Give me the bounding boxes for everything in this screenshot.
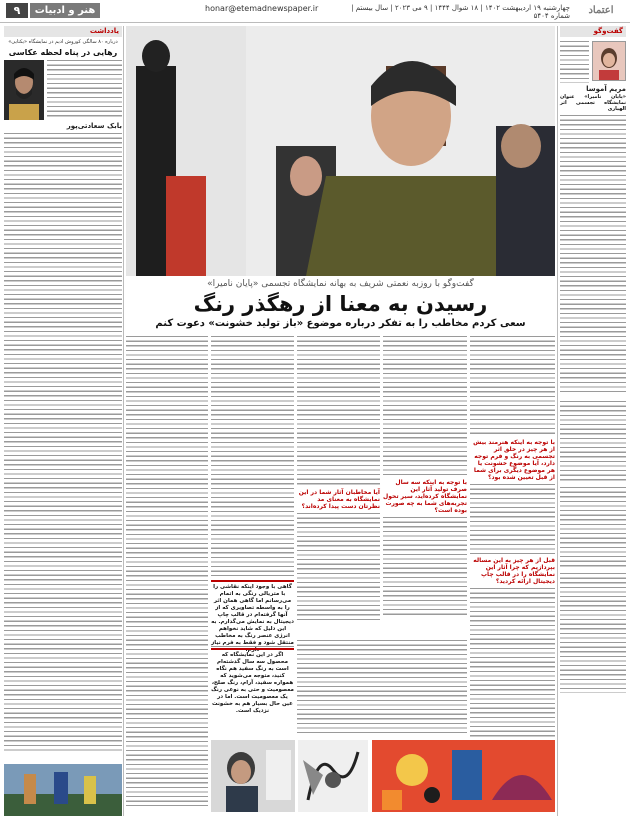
page-number: ۹: [6, 3, 28, 18]
pull-quote-1: گاهی با وجود اینکه نقاشی را با متریالی رنگی به اتمام می‌رسانم اما گاهی همان اثر را به واسطه تصاویری که از آنها گرفته‌ام در قالب چاپ دیجیتال به نمایش می‌گذارم. به این دلیل که شاید نخواهم انرژی عنصر رنگ به مخاطب منتقل شود و فقط به فرم نیاز دارم.: [211, 580, 294, 647]
main-photo-image: [126, 26, 555, 276]
dateline: چهارشنبه ۱۹ اردیبهشت ۱۴۰۲ | ۱۸ شوال ۱۴۴۴ | ۹ می ۲۰۲۳ | سال بیستم | شماره ۵۴۰۴: [351, 4, 570, 20]
body-column-3: [297, 336, 380, 636]
left-bottom-photo-image: [4, 764, 122, 816]
body-lower-middle: [297, 640, 467, 736]
left-title: رهایی در پناه لحظه عکاسی: [8, 47, 118, 57]
body-column-3-text-b: [297, 513, 380, 623]
article-subhead: سعی کردم مخاطب را به تفکر درباره موضوع «باز تولید خشونت» دعوت کنم: [155, 318, 526, 329]
artwork-photo-2: [298, 740, 368, 812]
article-headline: رسیدن به معنا از رهگذر رنگ: [193, 292, 488, 316]
author-portrait-image: [593, 42, 625, 80]
right-intro-body: [560, 115, 626, 395]
article-kicker: گفت‌وگو با روزبه نعمتی شریف به بهانه نمایشگاه تجسمی «پایان ناميرا»: [207, 279, 474, 289]
body-column-3-text-a: [297, 336, 380, 486]
artwork-photo-2-image: [298, 740, 368, 812]
left-column-label: یادداشت: [4, 26, 122, 37]
body-column-1-text-a: [470, 336, 555, 436]
right-author-name: مریم آموسا: [586, 85, 626, 93]
right-qa-3: [560, 573, 626, 693]
artwork-photo-3-image: [372, 740, 555, 812]
body-column-4-text: [211, 336, 294, 576]
pull-quote-2: اگر در این نمایشگاه که محصول سه سال گذشته‌ام است به رنگ سفید هم نگاه کنید، متوجه می‌شوید که همواره سفید، آرام، رنگ صلح، معصومیت و حتی به نوعی رنگ یک معصومیت است. اما در عین حال بسیار هم به خشونت نزدیک است.: [211, 648, 294, 741]
page-header: [0, 0, 630, 23]
body-column-1-text-b: [470, 484, 555, 554]
artwork-photo-3: [372, 740, 555, 812]
body-column-2: [383, 336, 467, 636]
left-author-photo-image: [4, 60, 44, 120]
main-photo: [126, 26, 555, 276]
artwork-photo-1-image: [211, 740, 295, 812]
newspaper-logo: اعتماد: [588, 5, 614, 16]
left-article-body: [4, 133, 122, 753]
left-title-small: درباره ۸۰ سالگی کوروش ادیم در نمایشگاه «یکتایی»: [8, 39, 118, 45]
left-intro-lines: [47, 60, 122, 120]
author-portrait: [592, 41, 626, 81]
body-lower-middle-text: [297, 640, 467, 736]
column-divider-right: [557, 26, 558, 816]
body-column-2-text-a: [383, 336, 467, 476]
right-column-label: گفت‌وگو: [560, 26, 626, 37]
left-author-name: بابک سعادتی‌پور: [66, 121, 122, 130]
left-author-photo: [4, 60, 44, 120]
right-qa-2: [560, 487, 626, 567]
right-qa-1: [560, 401, 626, 481]
body-column-5-text: [126, 336, 208, 806]
column-divider-left: [123, 26, 124, 816]
right-intro-head: «پایان ناميرا» عنوان نمایشگاه تجسمی اثر الهیاری: [560, 94, 626, 112]
artwork-photo-1: [211, 740, 295, 812]
question-1: با توجه به اینکه هنرمند بیش از هر چیز در خلق اثر تجسمی به رنگ و فرم توجه دارد، آیا موضوع خشونت یا هر موضوع دیگری برای شما از قبل تعیین شده بود؟: [473, 439, 555, 481]
question-2: قبل از هر چیز به این مساله بپردازیم که چرا آثار این نمایشگاه را در قالب چاپ دیجیتال ارائه کردید؟: [473, 557, 555, 585]
body-column-1: [470, 336, 555, 806]
left-bottom-photo: [4, 764, 122, 816]
question-3: با توجه به اینکه سه سال صرف تولید آثار این نمایشگاه کرده‌اید، سیر تحول تجربه‌های شما به چه صورت بوده است؟: [383, 479, 467, 514]
body-column-4: [211, 336, 294, 576]
section-title: هنر و ادبیات: [30, 3, 100, 18]
question-4: آیا مخاطبان آثار شما در این نمایشگاه به معنای مد نظرتان دست پیدا کرده‌اند؟: [298, 489, 380, 510]
body-column-5: [126, 336, 208, 806]
intro-lines: [560, 41, 589, 83]
section-email: honar@etemadnewspaper.ir: [205, 4, 319, 13]
right-column: [560, 26, 626, 693]
left-column: [4, 26, 122, 753]
body-column-2-text-b: [383, 517, 467, 617]
